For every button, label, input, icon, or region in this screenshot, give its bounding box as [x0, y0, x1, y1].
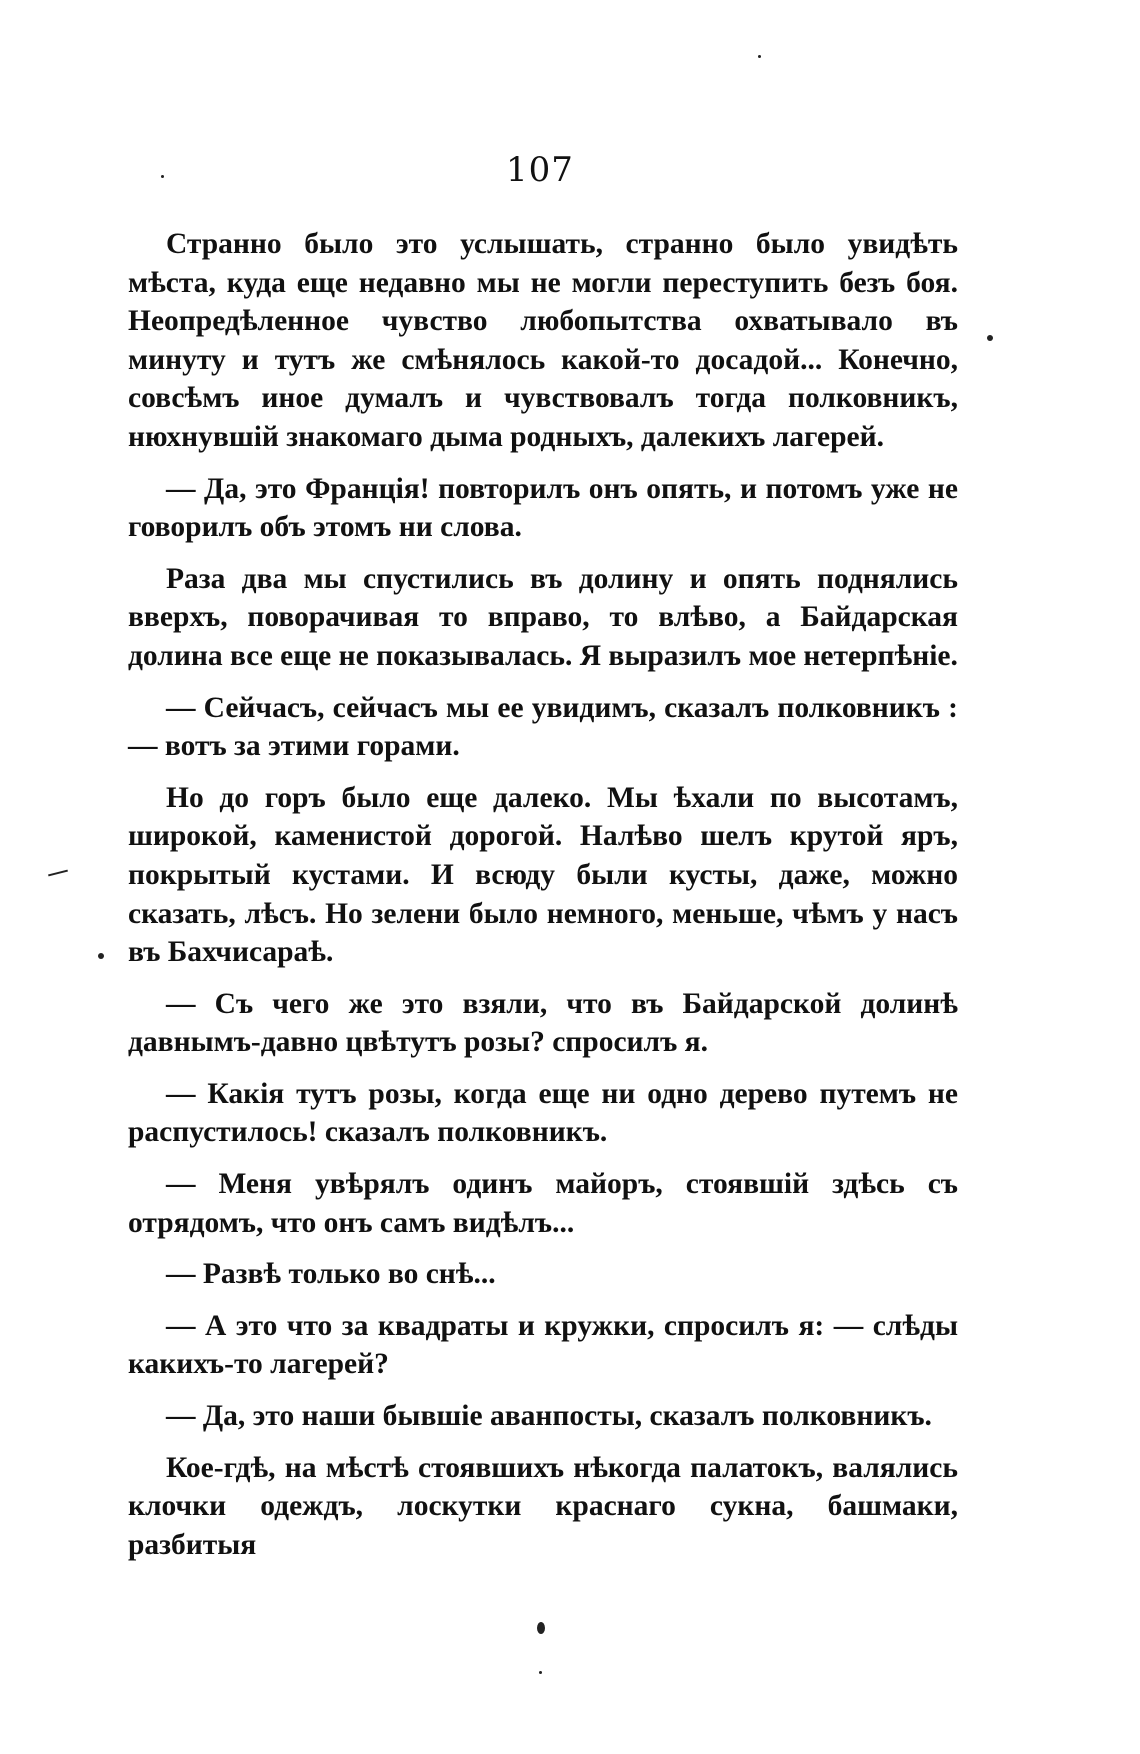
scan-speck — [98, 953, 104, 959]
paragraph-7: — Какія тутъ розы, когда еще ни одно дерево путемъ не распустилось! сказалъ полковникъ. — [128, 1077, 958, 1149]
paragraph-4: — Сейчасъ, сейчасъ мы ее увидимъ, сказалъ полковникъ : — вотъ за этими горами. — [128, 691, 958, 763]
paragraph-11: — Да, это наши бывшіе аванпосты, сказалъ полковникъ. — [166, 1400, 932, 1433]
paragraph-8: — Меня увѣрялъ одинъ майоръ, стоявшій здѣсь съ отрядомъ, что онъ самъ видѣлъ... — [128, 1168, 958, 1239]
scan-speck — [987, 335, 993, 341]
scan-speck — [539, 1671, 542, 1674]
scan-speck — [537, 1622, 545, 1634]
page-number: 107 — [506, 150, 574, 190]
body-text — [128, 225, 958, 1577]
paragraph-9: — Развѣ только во снѣ... — [166, 1258, 496, 1291]
paragraph-1: Странно было это услышать, странно было увидѣть мѣста, куда еще недавно мы не могли переступить безъ боя. Неопредѣленное чувство любопытства охватывало въ минуту и тутъ же смѣнялось какой-то досадой... Конечно, совсѣмъ иное думалъ и чувствовалъ тогда полковникъ, нюхнувшій знакомаго дыма родныхъ, далекихъ лагерей. — [128, 228, 958, 453]
scan-speck — [161, 175, 164, 178]
paragraph-3: Раза два мы спустились въ долину и опять поднялись вверхъ, поворачивая то вправо, то влѣво, а Байдарская долина все еще не показывалась. Я выразилъ мое нетерпѣніе. — [128, 562, 958, 672]
paragraph-5: Но до горъ было еще далеко. Мы ѣхали по высотамъ, широкой, каменистой дорогой. Налѣво шелъ крутой яръ, покрытый кустами. И всюду были кусты, даже, можно сказать, лѣсъ. Но зелени было немного, меньше, чѣмъ у насъ въ Бахчисараѣ. — [128, 781, 958, 969]
paragraph-2: — Да, это Францiя! повторилъ онъ опять, и потомъ уже не говорилъ объ этомъ ни слова. — [128, 472, 958, 544]
paragraph-12: Кое-гдѣ, на мѣстѣ стоявшихъ нѣкогда палатокъ, валялись клочки одеждъ, лоскутки краснаго сукна, башмаки, разбитыя — [128, 1451, 958, 1561]
paragraph-10: — А это что за квадраты и кружки, спросилъ я: — слѣды какихъ-то лагерей? — [128, 1309, 958, 1381]
paragraph-6: — Съ чего же это взяли, что въ Байдарской долинѣ давнымъ-давно цвѣтутъ розы? спросилъ я. — [128, 987, 958, 1059]
scan-mark — [48, 870, 68, 877]
scan-speck — [758, 55, 761, 58]
